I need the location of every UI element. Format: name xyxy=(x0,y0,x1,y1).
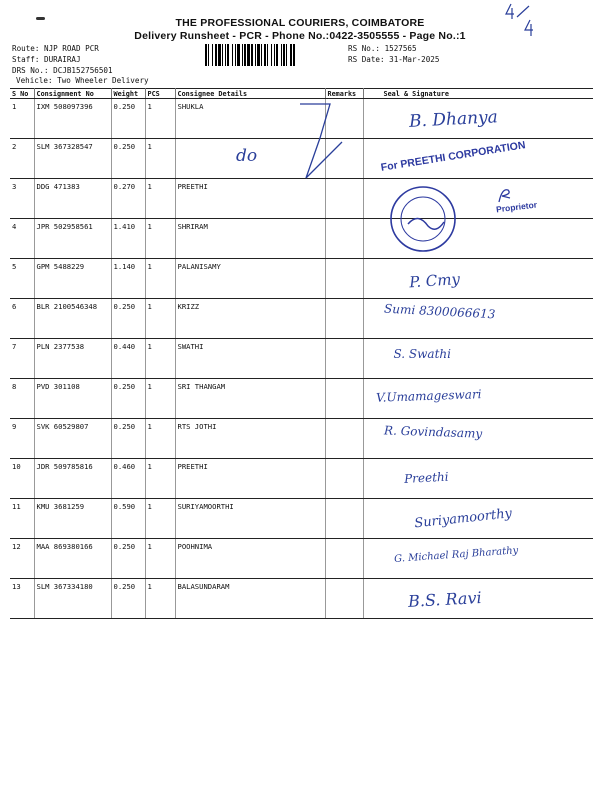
table-row xyxy=(10,299,593,339)
barcode-bar xyxy=(205,44,207,66)
signature-handwriting: Preethi xyxy=(403,469,449,486)
row-pcs: 1 xyxy=(145,579,175,619)
barcode-bar xyxy=(267,44,268,66)
col-header-sno: S No xyxy=(10,89,34,99)
row-sno: 10 xyxy=(10,459,34,499)
col-header-remarks: Remarks xyxy=(325,89,363,99)
row-signature-cell xyxy=(363,459,593,499)
row-remarks xyxy=(325,259,363,299)
row-consignee: PREETHI xyxy=(175,459,325,499)
row-consignee: SURIYAMOORTHI xyxy=(175,499,325,539)
table-row xyxy=(10,219,593,259)
row-pcs: 1 xyxy=(145,499,175,539)
corner-mark xyxy=(36,17,45,20)
row-consignee: SHRIRAM xyxy=(175,219,325,259)
row-sno: 5 xyxy=(10,259,34,299)
table-row xyxy=(10,259,593,299)
row-signature-cell xyxy=(363,179,593,219)
barcode-bar xyxy=(227,44,229,66)
row-consignment-no: SVK 60529807 xyxy=(34,419,111,459)
row-signature-cell xyxy=(363,259,593,299)
barcode-bar xyxy=(290,44,292,66)
row-pcs: 1 xyxy=(145,219,175,259)
signature-handwriting: B. Dhanya xyxy=(408,107,498,132)
row-consignment-no: JPR 502958561 xyxy=(34,219,111,259)
row-consignee: PREETHI xyxy=(175,179,325,219)
row-consignment-no: PLN 2377538 xyxy=(34,339,111,379)
row-sno: 7 xyxy=(10,339,34,379)
handwritten-page-count xyxy=(503,2,543,38)
staff-info: Staff: DURAIRAJ xyxy=(12,55,81,64)
row-weight: 1.410 xyxy=(111,219,145,259)
row-pcs: 1 xyxy=(145,179,175,219)
row-pcs: 1 xyxy=(145,299,175,339)
row-weight: 0.250 xyxy=(111,579,145,619)
barcode-bar xyxy=(286,44,287,66)
row-remarks xyxy=(325,459,363,499)
row-consignment-no: JDR 509785816 xyxy=(34,459,111,499)
row-consignee: RTS JOTHI xyxy=(175,419,325,459)
drs-number: DRS No.: DCJB152756501 xyxy=(12,66,113,75)
row-consignment-no: SLM 367328547 xyxy=(34,139,111,179)
signature-handwriting: B.S. Ravi xyxy=(407,588,482,611)
row-signature-cell xyxy=(363,499,593,539)
row-consignment-no: DDG 471383 xyxy=(34,179,111,219)
row-remarks xyxy=(325,339,363,379)
row-remarks xyxy=(325,379,363,419)
row-signature-cell xyxy=(363,139,593,179)
row-sno: 4 xyxy=(10,219,34,259)
document-subtitle: Delivery Runsheet - PCR - Phone No.:0422-3505555 - Page No.:1 xyxy=(134,30,466,42)
vehicle-info: Vehicle: Two Wheeler Delivery xyxy=(16,76,149,85)
row-consignee: PALANISAMY xyxy=(175,259,325,299)
row-sno: 11 xyxy=(10,499,34,539)
row-consignee xyxy=(175,139,325,179)
row-weight: 0.460 xyxy=(111,459,145,499)
row-remarks xyxy=(325,499,363,539)
barcode-bar xyxy=(274,44,275,66)
signature-handwriting: G. Michael Raj Bharathy xyxy=(393,545,519,565)
col-header-signature: Seal & Signature xyxy=(363,89,593,99)
barcode-bar xyxy=(244,44,246,66)
row-remarks xyxy=(325,539,363,579)
ditto-mark: do xyxy=(236,146,258,166)
barcode-bar xyxy=(283,44,285,66)
row-weight: 0.250 xyxy=(111,379,145,419)
row-consignee: SHUKLA xyxy=(175,99,325,139)
col-header-pcs: PCS xyxy=(145,89,175,99)
row-signature-cell xyxy=(363,419,593,459)
row-pcs: 1 xyxy=(145,419,175,459)
document-title: THE PROFESSIONAL COURIERS, COIMBATORE xyxy=(175,17,425,29)
runsheet-table xyxy=(10,88,593,619)
stamp-proprietor: Proprietor xyxy=(495,199,538,215)
barcode-bar xyxy=(257,44,260,66)
rs-date: RS Date: 31-Mar-2025 xyxy=(348,55,440,64)
table-row xyxy=(10,539,593,579)
row-pcs: 1 xyxy=(145,139,175,179)
row-remarks xyxy=(325,219,363,259)
row-weight: 0.250 xyxy=(111,299,145,339)
row-signature-cell xyxy=(363,379,593,419)
barcode-bar xyxy=(225,44,226,66)
barcode-bar xyxy=(208,44,209,66)
barcode-bar xyxy=(276,44,278,66)
route-info: Route: NJP ROAD PCR xyxy=(12,44,99,53)
barcode-bar xyxy=(242,44,243,66)
row-remarks xyxy=(325,299,363,339)
row-pcs: 1 xyxy=(145,259,175,299)
row-consignee: POOHNIMA xyxy=(175,539,325,579)
signature-handwriting: V.Umamageswari xyxy=(375,387,482,405)
col-header-weight: Weight xyxy=(111,89,145,99)
row-sno: 8 xyxy=(10,379,34,419)
row-consignment-no: SLM 367334180 xyxy=(34,579,111,619)
col-header-consignment: Consignment No xyxy=(34,89,111,99)
row-pcs: 1 xyxy=(145,339,175,379)
stamp-corporation-name: For PREETHI CORPORATION xyxy=(380,139,527,174)
row-signature-cell xyxy=(363,339,593,379)
table-row xyxy=(10,459,593,499)
signature-handwriting: Sumi 8300066613 xyxy=(383,301,496,322)
barcode-bar xyxy=(237,44,240,66)
table-header-row xyxy=(10,89,593,99)
row-consignment-no: MAA 869380166 xyxy=(34,539,111,579)
row-sno: 12 xyxy=(10,539,34,579)
barcode-bar xyxy=(215,44,217,66)
rs-number: RS No.: 1527565 xyxy=(348,44,417,53)
barcode-bar xyxy=(281,44,282,66)
row-weight: 0.250 xyxy=(111,419,145,459)
row-consignment-no: IXM 508097396 xyxy=(34,99,111,139)
row-pcs: 1 xyxy=(145,379,175,419)
row-sno: 9 xyxy=(10,419,34,459)
signature-handwriting: P. Cmy xyxy=(408,269,460,292)
row-sno: 2 xyxy=(10,139,34,179)
row-pcs: 1 xyxy=(145,459,175,499)
row-weight: 0.250 xyxy=(111,99,145,139)
barcode-bar xyxy=(235,44,236,66)
row-consignment-no: BLR 2100546348 xyxy=(34,299,111,339)
row-consignee: SWATHI xyxy=(175,339,325,379)
table-row xyxy=(10,139,593,179)
row-pcs: 1 xyxy=(145,99,175,139)
row-consignee: BALASUNDARAM xyxy=(175,579,325,619)
row-remarks xyxy=(325,419,363,459)
row-signature-cell xyxy=(363,99,593,139)
table-row xyxy=(10,99,593,139)
barcode-bar xyxy=(232,44,233,66)
table-row xyxy=(10,579,593,619)
row-consignee: SRI THANGAM xyxy=(175,379,325,419)
signature-handwriting: Suriyamoorthy xyxy=(413,506,513,532)
row-weight: 0.250 xyxy=(111,539,145,579)
row-signature-cell xyxy=(363,299,593,339)
row-weight: 0.440 xyxy=(111,339,145,379)
barcode-bar xyxy=(218,44,221,66)
barcode-bar xyxy=(251,44,253,66)
row-consignment-no: PVD 301108 xyxy=(34,379,111,419)
row-sno: 6 xyxy=(10,299,34,339)
barcode xyxy=(205,44,333,66)
barcode-bar xyxy=(222,44,223,66)
row-weight: 0.250 xyxy=(111,139,145,179)
row-signature-cell xyxy=(363,539,593,579)
row-consignee: KRIZZ xyxy=(175,299,325,339)
table-row xyxy=(10,419,593,459)
row-pcs: 1 xyxy=(145,539,175,579)
row-weight: 0.590 xyxy=(111,499,145,539)
barcode-bar xyxy=(212,44,213,66)
table-row xyxy=(10,379,593,419)
row-sno: 3 xyxy=(10,179,34,219)
table-row xyxy=(10,179,593,219)
row-weight: 0.270 xyxy=(111,179,145,219)
barcode-bar xyxy=(293,44,295,66)
row-consignment-no: KMU 3681259 xyxy=(34,499,111,539)
table-row xyxy=(10,499,593,539)
row-signature-cell xyxy=(363,219,593,259)
signature-handwriting: S. Swathi xyxy=(393,347,451,361)
row-remarks xyxy=(325,579,363,619)
row-remarks xyxy=(325,139,363,179)
row-weight: 1.140 xyxy=(111,259,145,299)
row-sno: 13 xyxy=(10,579,34,619)
barcode-bar xyxy=(247,44,250,66)
table-row xyxy=(10,339,593,379)
barcode-bar xyxy=(264,44,266,66)
barcode-bar xyxy=(255,44,256,66)
row-remarks xyxy=(325,99,363,139)
row-consignment-no: GPM 5488229 xyxy=(34,259,111,299)
col-header-consignee: Consignee Details xyxy=(175,89,325,99)
row-remarks xyxy=(325,179,363,219)
signature-handwriting: R. Govindasamy xyxy=(383,423,482,441)
row-signature-cell xyxy=(363,579,593,619)
row-sno: 1 xyxy=(10,99,34,139)
barcode-bar xyxy=(271,44,272,66)
barcode-bar xyxy=(261,44,262,66)
